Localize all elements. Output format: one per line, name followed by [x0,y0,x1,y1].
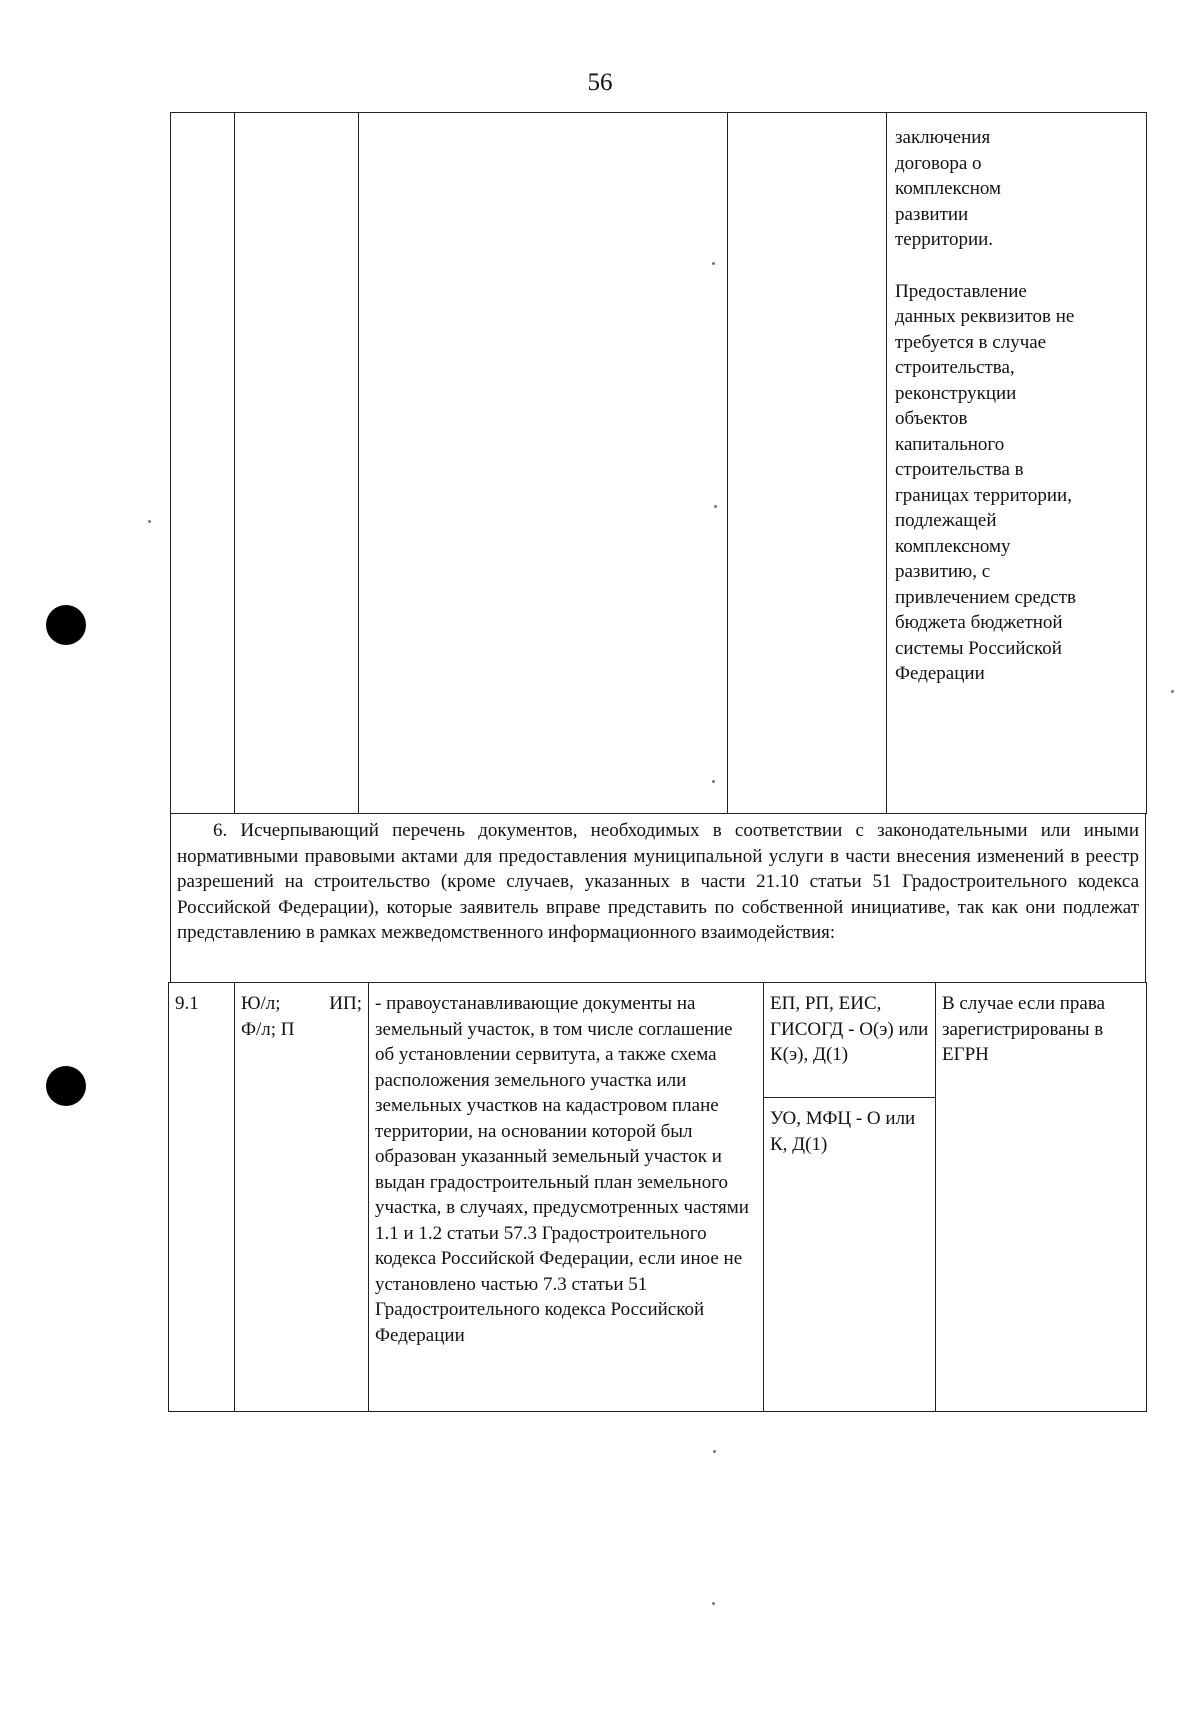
scan-speck [712,780,715,783]
documents-table [168,982,1147,1412]
note-paragraph-2: Предоставление данных реквизитов не требуется в случае строительства, реконструкции объектов капитального строительства в границах территории, подлежащей комплексному развитию, с привлечением средств бюджета бюджетной системы Российской Федерации [895,280,1077,684]
row-number: 9.1 [169,983,235,1412]
row-note [936,983,1147,1412]
subject-legal-entity: Ю/л; [241,993,281,1014]
scan-speck [712,1602,715,1605]
punch-hole-top [46,605,86,645]
cell-source [728,113,887,814]
table-row [171,113,1147,814]
applicant-category [235,983,369,1412]
submission-sources [764,983,936,1412]
continuation-table [170,112,1147,814]
scan-speck [1171,690,1174,693]
subject-individual: Ф/л; П [241,1018,295,1040]
source-in-person: УО, МФЦ - О или К, Д(1) [770,1108,916,1155]
scan-speck [713,1450,716,1453]
cell-subject [235,113,359,814]
punch-hole-bottom [46,1066,86,1106]
page-number: 56 [587,69,613,96]
scan-speck [712,262,715,265]
table-row-9-1 [169,983,1147,1412]
document-text: - правоустанавливающие документы на земельный участок, в том числе соглашение об установлении сервитута, а также схема расположения земельного участка или земельных участков на кадастровом плане территории, на основании которой был образован указанный земельный участок и выдан градостроительный план земельного участка, в случаях, предусмотренных частями 1.1 и 1.2 статьи 57.3 Градостроительного кодекса Российской Федерации, если иное не установлено частью 7.3 статьи 51 Градостроительного кодекса Российской Федерации [375,993,749,1346]
section-heading: 6. Исчерпывающий перечень документов, необходимых в соответствии с законодательными или иными нормативными правовыми актами для предоставления муниципальной услуги в части внесения изменений в реестр разрешений на строительство (кроме случаев, указанных в части 21.10 статьи 51 Градостроительного кодекса Российской Федерации), которые заявитель вправе представить по собственной инициативе, так как они подлежат представлению в рамках межведомственного информационного взаимодействия: [170,814,1146,982]
scan-speck [714,505,717,508]
scan-speck [148,520,151,523]
row-note-text: В случае если права зарегистрированы в ЕГРН [942,993,1106,1065]
note-paragraph-1: заключения договора о комплексном развитии территории. [895,127,1002,250]
cell-number [171,113,235,814]
subject-individual-entrepreneur: ИП; [329,993,362,1014]
source-electronic: ЕП, РП, ЕИС, ГИСОГД - О(э) или К(э), Д(1) [764,983,935,1098]
cell-document [359,113,728,814]
cell-note [887,113,1147,814]
document-description [369,983,764,1412]
